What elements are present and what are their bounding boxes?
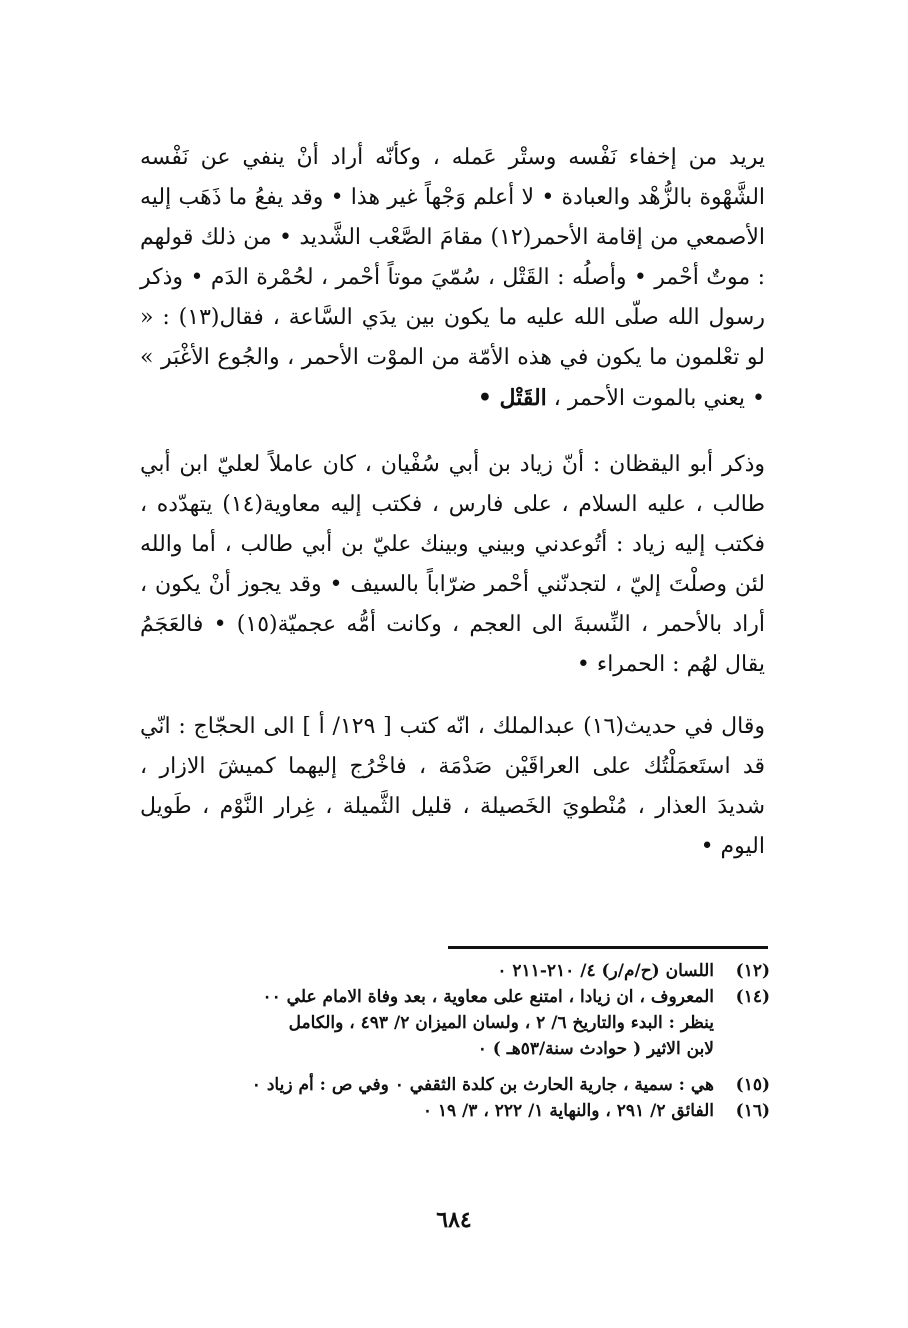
paragraph-1-line-7: الموْت الأحمر ، والجُوع الأغْبَر » • يعني بالموت الأحمر ، [140, 345, 765, 411]
footnote-16 [140, 1098, 770, 1124]
paragraph-1-line-6: بين يدَي السَّاعة ، فقال(١٣) : « لو تعْلمون ما يكون في هذه الأمّة من [140, 305, 766, 370]
paragraph-3-line-2: انّي قد استَعمَلْتُك على العراقَيْن صَدْمَة ، فاخْرُج إليهما كميشَ [140, 714, 765, 779]
paragraph-1-last-word: القَتْل • [477, 385, 547, 411]
footnote-line: لابن الاثير ( حوادث سنة/٥٣هـ ) ٠ [477, 1039, 714, 1059]
paragraph-1-line-3: يفعُ ما ذَهَب إليه الأصمعي من إقامة الأحمر(١٢) مقامَ الصَّعْب [140, 185, 765, 250]
paragraph-3-line-1: وقال في حديث(١٦) عبدالملك ، انّه كتب [ ١٢٩/ أ ] الى الحجّاج : [178, 714, 765, 739]
paragraph-3-line-4: النَّوْم ، طَويل اليوم • [140, 794, 765, 859]
footnote-text [140, 1072, 714, 1098]
footnote-line: ينظر : البدء والتاريخ ٦/ ٢ ، ولسان الميزان ٢/ ٤٩٣ ، والكامل [288, 1013, 714, 1033]
footnote-number: (١٤) [735, 987, 770, 1007]
page-number: ٦٨٤ [436, 1207, 472, 1233]
paragraph-1 [140, 138, 765, 419]
paragraph-1-line-1: يريد من إخفاء نَفْسه وستْر عَمله ، وكأنّه أراد أنْ ينفي عن [200, 145, 765, 170]
footnote-line: هي : سمية ، جارية الحارث بن كلدة الثقفي ٠ وفي ص : أم زياد ٠ [251, 1075, 714, 1095]
footnote-15 [140, 1072, 770, 1098]
footnote-text [140, 958, 714, 984]
paragraph-3 [140, 707, 765, 867]
paragraph-2-line-6: أمُّه عجميّة(١٥) • فالعَجَمُ يقال لهُم : الحمراء • [140, 612, 765, 677]
paragraph-1-line-5: موتاً أحْمر ، لحُمْرة الدَم • وذكر رسول الله صلّى الله عليه ما يكون [140, 265, 765, 330]
footnote-12 [140, 958, 770, 984]
footnote-text [140, 1098, 714, 1124]
paragraph-1-line-2: نَفْسه الشَّهْوة بالزُّهْد والعبادة • لا أعلم وَجْهاً غير هذا • وقد [140, 145, 766, 210]
paragraph-2-line-3: يتهدّده ، فكتب إليه زياد : أتُوعدني وبيني وبينك عليّ بن أبي طالب ، [140, 492, 765, 557]
footnote-line: الفائق ٢/ ٢٩١ ، والنهاية ١/ ٢٢٢ ، ٣/ ١٩ ٠ [422, 1101, 714, 1121]
paragraph-1-line-4: الشَّديد • من ذلك قولهم : موتٌ أحْمر • وأصلُه : القَتْل ، سُمّيَ [140, 225, 765, 290]
footnote-number: (١٦) [735, 1101, 770, 1121]
paragraph-2-line-2: ابن أبي طالب ، عليه السلام ، على فارس ، فكتب إليه معاوية(١٤) [140, 452, 765, 517]
footnotes [140, 958, 770, 1124]
footnote-separator [448, 946, 768, 949]
paragraph-2-line-4: أما والله لئن وصلْتَ إليّ ، لتجدنّني أحْمر ضرّاباً بالسيف • [140, 532, 765, 597]
footnote-line: المعروف ، ان زيادا ، امتنع على معاوية ، بعد وفاة الامام علي ٠٠ [262, 987, 714, 1007]
footnote-number: (١٢) [735, 961, 770, 981]
paragraph-3-line-3: الازار ، شديدَ العذار ، مُنْطويَ الخَصيلة ، قليل الثَّميلة ، غِرار [140, 754, 766, 819]
footnote-text [140, 984, 714, 1062]
footnote-14 [140, 984, 770, 1062]
footnote-line: اللسان (ح/م/ر) ٤/ ٢١٠-٢١١ ٠ [497, 961, 714, 981]
paragraph-2 [140, 445, 765, 685]
paragraph-2-line-1: وذكر أبو اليقظان : أنّ زياد بن أبي سُفْيان ، كان عاملاً لعليّ [217, 452, 765, 477]
paragraph-2-line-5: وقد يجوز أنْ يكون ، أراد بالأحمر ، النِّسبةَ الى العجم ، وكانت [140, 572, 765, 637]
main-text [140, 138, 765, 867]
footnote-number: (١٥) [735, 1075, 770, 1095]
